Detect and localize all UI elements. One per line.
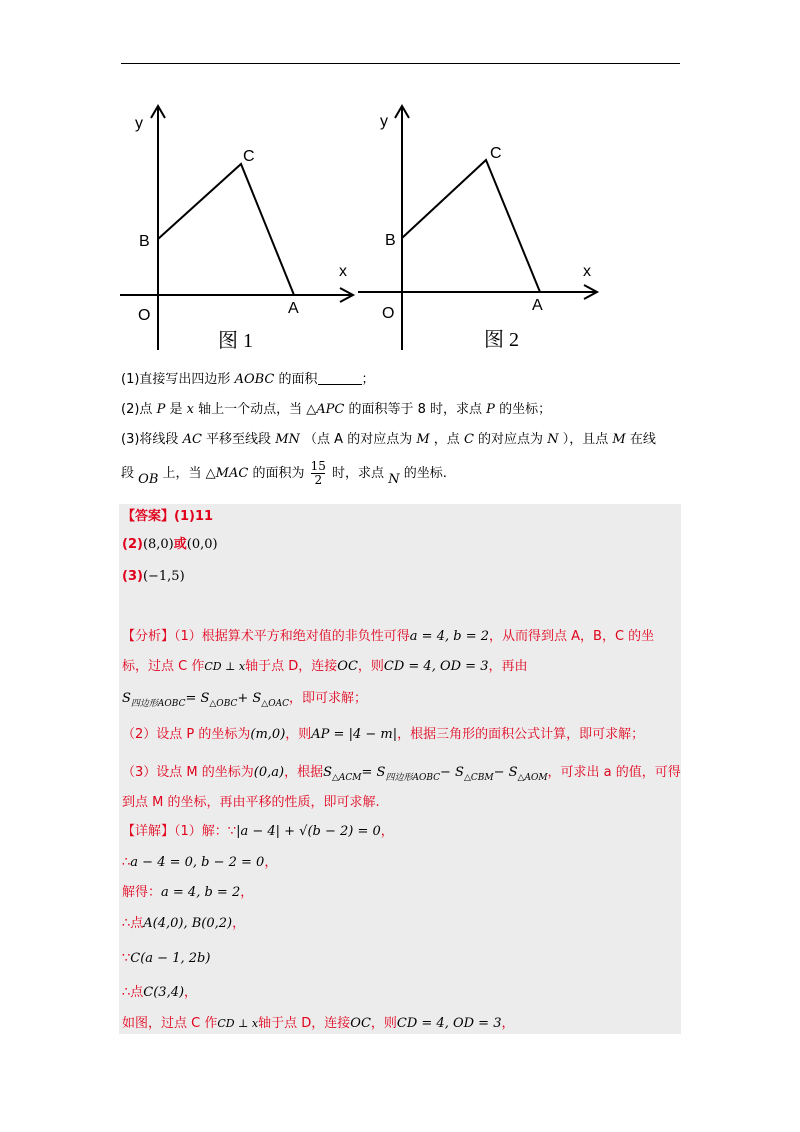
x-label: x (583, 263, 591, 280)
analysis-line-3 (122, 690, 367, 713)
q3-text: ，点 (433, 432, 460, 447)
analysis-text: 到点 M 的坐标，再由平移的性质，即可求解. (122, 795, 380, 810)
x-label: x (339, 263, 347, 280)
fraction-denominator: 2 (314, 473, 323, 487)
fraction (311, 460, 326, 487)
question-1 (121, 371, 375, 389)
figure-caption: 图 1 (218, 330, 253, 352)
path-b-c-a (402, 160, 540, 292)
detail-text: ， (184, 985, 198, 1000)
analysis-eq: AP = |4 − m| (311, 727, 398, 742)
q2-text: 的坐标； (499, 402, 552, 417)
detail-text: ， (264, 855, 278, 870)
q1-text: 的面积 (278, 372, 318, 387)
analysis-text: 轴于点 D，连接 (245, 659, 338, 674)
point-c-label: C (490, 145, 502, 162)
detail-text: ， (240, 885, 254, 900)
q1-shape: AOBC (234, 372, 275, 387)
q1-text: ； (361, 372, 375, 387)
q3-var: AC (182, 432, 202, 447)
q2-text: (2)点 (121, 402, 153, 417)
detail-line-5 (122, 950, 210, 968)
question-3-line-1 (121, 431, 656, 449)
detail-text: ， (501, 1016, 515, 1031)
analysis-text: 标，过点 C 作 (122, 659, 205, 674)
q2-var: P (156, 402, 166, 417)
q3-text: 的面积为 (252, 466, 305, 481)
q3-triangle: △MAC (205, 466, 249, 481)
answer-3 (122, 568, 185, 586)
q2-text: 轴上一个动点，当 (198, 402, 303, 417)
q1-text: (1)直接写出四边形 (121, 372, 231, 387)
detail-text: 如图，过点 C 作 (122, 1016, 218, 1031)
analysis-sub: △OBC (209, 699, 238, 709)
detail-eq: CD = 4, OD = 3 (396, 1016, 502, 1031)
q3-text: 在线 (629, 432, 656, 447)
detail-text: 轴于点 D，连接 (258, 1016, 351, 1031)
analysis-eq: S (323, 765, 332, 780)
y-label: y (380, 113, 388, 130)
q3-text: 段 (121, 466, 135, 481)
analysis-text: ，根据三角形的面积公式计算，即可求解； (397, 727, 645, 742)
analysis-eq: + S (237, 691, 262, 706)
point-c-label: C (243, 148, 255, 165)
answer-2-value-2: (0,0) (186, 537, 218, 552)
figure-2 (356, 100, 600, 355)
q3-text: 平移至线段 (206, 432, 272, 447)
analysis-line-1 (122, 628, 654, 646)
analysis-text: ，从而得到点 A，B，C 的坐 (489, 629, 655, 644)
detail-eq: OC (350, 1016, 371, 1031)
analysis-text: （3）设点 M 的坐标为 (122, 765, 254, 780)
detail-text: ， (380, 824, 394, 839)
analysis-sub: 四边形AOBC (385, 773, 441, 783)
answer-3-prefix: (3) (122, 569, 143, 584)
analysis-eq: − S (493, 765, 518, 780)
origin-label: O (382, 305, 395, 322)
analysis-text: ，可求出 a 的值，可得 (547, 765, 681, 780)
detail-text: 解得： (122, 885, 162, 900)
figure-1 (118, 100, 358, 355)
q3-var: OB (138, 472, 159, 487)
analysis-text: ，再由 (488, 659, 528, 674)
question-3-line-2 (121, 460, 447, 489)
q3-var: N (547, 432, 559, 447)
q3-var: MN (275, 432, 300, 447)
q2-triangle: △APC (306, 402, 345, 417)
answer-3-value: (−1,5) (142, 569, 185, 584)
detail-text: ∵ (122, 951, 131, 966)
detail-line-2 (122, 854, 277, 872)
q2-var: x (186, 402, 194, 417)
analysis-sub: △AOM (517, 773, 548, 783)
answer-1 (122, 508, 213, 526)
q3-var: C (463, 432, 474, 447)
analysis-line-4 (122, 726, 644, 744)
q3-text: 的对应点为 (478, 432, 544, 447)
answer-1-value: (1)11 (174, 509, 214, 524)
detail-text: ，则 (370, 1016, 397, 1031)
analysis-line-6 (122, 794, 380, 812)
q3-var: M (612, 432, 626, 447)
answer-label: 【答案】 (122, 509, 175, 524)
analysis-text: ，根据 (284, 765, 324, 780)
detail-line-1 (122, 823, 394, 841)
analysis-line-2 (122, 658, 528, 676)
q2-var: P (486, 402, 495, 417)
detail-text: ∴ (122, 855, 131, 870)
analysis-label: 【分析】 (122, 629, 175, 644)
analysis-eq: (0,a) (253, 765, 285, 780)
point-b-label: B (385, 232, 396, 249)
analysis-sub: 四边形AOBC (130, 699, 186, 709)
point-b-label: B (139, 233, 150, 250)
q3-text: (3)将线段 (121, 432, 179, 447)
analysis-eq: S (122, 691, 131, 706)
q2-text: 是 (169, 402, 183, 417)
origin-label: O (138, 307, 151, 324)
detail-text: ∴点 (122, 916, 144, 931)
header-rule (121, 63, 680, 64)
point-a-label: A (288, 300, 299, 317)
analysis-eq: CD = 4, OD = 3 (383, 659, 489, 674)
detail-text: ∴点 (122, 985, 144, 1000)
answer-or: 或 (173, 537, 187, 552)
analysis-line-5 (122, 764, 681, 787)
answer-2 (122, 536, 218, 554)
q3-text: 时，求点 (332, 466, 385, 481)
analysis-eq: CD ⊥ x (204, 660, 246, 673)
detail-line-3 (122, 884, 253, 902)
detail-eq: CD ⊥ x (217, 1017, 259, 1030)
analysis-text: ，则 (357, 659, 384, 674)
detail-line-7 (122, 1015, 515, 1033)
analysis-eq: a = 4, b = 2 (409, 629, 489, 644)
answer-2-prefix: (2) (122, 537, 143, 552)
path-b-c-a (158, 164, 294, 295)
detail-text: ， (232, 916, 246, 931)
q3-text: 上，当 (162, 466, 202, 481)
analysis-eq: = S (361, 765, 386, 780)
q2-text: 的面积等于 8 时，求点 (348, 402, 483, 417)
q3-var: N (388, 472, 400, 487)
analysis-eq: − S (440, 765, 464, 780)
detail-text: （1）解：∵ (174, 824, 237, 839)
answer-blank (318, 372, 362, 385)
detail-line-6 (122, 984, 197, 1002)
question-2 (121, 401, 551, 419)
q3-text: （点 A 的对应点为 (304, 432, 413, 447)
analysis-text: （2）设点 P 的坐标为 (122, 727, 251, 742)
analysis-sub: △CBM (463, 773, 494, 783)
answer-2-value-1: (8,0) (142, 537, 174, 552)
detail-eq: A(4,0), B(0,2) (143, 916, 233, 931)
analysis-sub: △ACM (332, 773, 362, 783)
fraction-numerator: 15 (310, 459, 326, 473)
analysis-eq: OC (337, 659, 358, 674)
analysis-eq: = S (185, 691, 210, 706)
detail-label: 【详解】 (122, 824, 175, 839)
analysis-sub: △OAC (261, 699, 289, 709)
detail-eq: C(3,4) (143, 985, 185, 1000)
detail-eq: a = 4, b = 2 (161, 885, 241, 900)
y-label: y (135, 115, 143, 132)
q3-text: 的坐标. (403, 466, 447, 481)
detail-eq: |a − 4| + √(b − 2) = 0 (236, 824, 381, 839)
q3-var: M (416, 432, 430, 447)
detail-eq: a − 4 = 0, b − 2 = 0 (130, 855, 265, 870)
figure-caption: 图 2 (484, 329, 519, 351)
analysis-text: ，则 (285, 727, 312, 742)
analysis-eq: (m,0) (250, 727, 286, 742)
analysis-text: ，即可求解； (288, 691, 367, 706)
q3-text: ），且点 (562, 432, 609, 447)
detail-eq: C(a − 1, 2b) (130, 951, 211, 966)
detail-line-4 (122, 915, 245, 933)
analysis-text: （1）根据算术平方和绝对值的非负性可得 (174, 629, 410, 644)
point-a-label: A (532, 297, 543, 314)
